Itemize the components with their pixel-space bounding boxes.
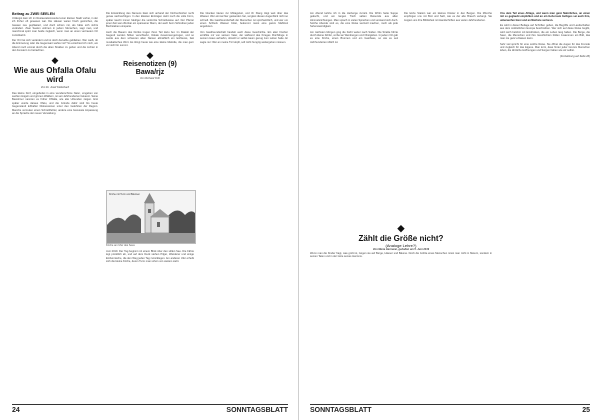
left-page	[0, 0, 299, 420]
left-page-column-2	[106, 12, 194, 83]
right-page-column-1	[310, 12, 398, 46]
diamond-divider-icon: ◆	[51, 55, 59, 66]
photo-caption: Kirche am Ufer des Sees	[106, 244, 135, 247]
church-illustration	[107, 191, 195, 243]
right-column-1-paragraph-1: Am Abend kehrte ich in die Herberge zurück. Die Wirtin hatte Suppe gekocht, und am langen Tisch saßen Reisende aus allen Himmelsrichtungen. Man sprach in vielen Sprachen und verstand sich doch. Solche Abende sind es, die eine Reise wertvoll machen, mehr als jede Sehenswürdigkeit.	[310, 12, 398, 29]
right-footer-rule	[310, 404, 590, 405]
left-page-column-3	[200, 12, 288, 46]
church-photo	[106, 190, 196, 244]
diamond-divider-icon-3: ◆	[397, 223, 405, 233]
right-page-number: 25	[582, 407, 590, 414]
left-footer-title: SONNTAGSBLATT	[226, 407, 288, 414]
left-page-column-2-lower	[106, 250, 194, 265]
column-2-paragraph-2: Auch die Bauern des Dorfes trugen ihren Teil dazu bei. Im Dialekt der Gegend wurden Silben verschluckt, Vokale zusammengezogen, und so wurde aus dem schweren alten Namen allmählich ein leichteres, fast musikalisches Wort. Es klingt heute wie eine kleine Melodie, die man gern vor sich hin summt.	[106, 30, 194, 48]
right-footer-title: SONNTAGSBLATT	[310, 407, 372, 414]
travel-piece-body: Juni 2019. Der Tag beginnt mit einem Blick über den stillen See. Die Fähre legt pünktlich ab, und auf dem Deck stehen Pilger, Wanderer und einige Einheimische, die den Weg jeden Tag zurücklegen. Am anderen Ufer erhebt sich die kleine Kirche, deren Turm man schon von weitem sieht.	[106, 250, 194, 264]
left-page-number: 24	[12, 407, 20, 414]
left-page-column-1	[12, 12, 98, 117]
column-2-paragraph-1: Die Entwicklung des Namens lässt sich anhand der Kirchenbücher recht genau nachverfolgen. In den ältesten Einträgen steht noch die volle Form, später taucht immer häufiger die verkürzte Schreibweise auf. Der Pfarrer jener Zeit war offenbar ein sparsamer Mann, der auch beim Schreiben jeden Buchstaben einsparte.	[106, 12, 194, 29]
right-page-column-3	[500, 12, 590, 60]
travel-piece-subtitle: Bawa/rjz	[135, 69, 165, 77]
closing-byline: Von Maria Hermann, gehalten am 5. Juni 2019	[372, 248, 430, 251]
essay-title: Wie aus Ohfalla Ofalu wird	[13, 66, 97, 85]
essay-author: Von Dr. Josef Kellerbach	[40, 86, 70, 90]
column-3-paragraph-2: Von Gastfreundschaft handelt auch diese Geschichte. Ein alter Fischer erzählte mir von seinem Vater, der während des Krieges Flüchtlinge in seinem Haus aufnahm, obwohl er selbst kaum genug zum Leben hatte. Er sagte nur: Wer an meine Tür klopft, soll nicht hungrig weitergehen müssen.	[200, 30, 288, 44]
photo-scene-label: Kirche mit Turm und Bäumen	[109, 193, 140, 196]
closing-piece-body	[310, 252, 492, 261]
right-column-1-paragraph-2: Am nächsten Morgen ging die Fahrt weiter nach Süden. Die Straße führte durch kleine Dörfer, vorbei an Weinbergen und Obstgärten. In jedem Ort gab es eine Kirche, einen Brunnen und ein Gasthaus, so wie es seit Jahrhunderten üblich ist.	[310, 30, 398, 44]
right-column-3-paragraph-2: Sehr viel spricht für eine solche Reise. Sie öffnet die Augen für das Fremde und zugleich für das Eigene. Man lernt, dass hinter jeder Grenze Menschen leben, die ähnliche Hoffnungen und Sorgen haben wie wir selbst.	[500, 42, 590, 53]
intro-paragraph: Unlängst kam ich im Restaurationsviertel einer kleinen Stadt vorbei, in der ich früher oft gewesen war. Die Häuser waren frisch gestrichen, die Gassen neu gepflastert, und doch schien mir, als hätte sich nichts verändert. Zwei Seelen wohnen in jedem Menschen, sagt man, und manchmal spürt man beide zugleich, wenn man an einen vertrauten Ort zurückkehrt.	[12, 17, 98, 37]
right-column-3-paragraph-1: Es wird in dieser Beilage auf Schriften geben, die Begriffe und Landschaften aus dem südöstlichen Europa beschreiben. Wer sich auf diese Reise begibt, wird reich belohnt mit Eindrücken, die ein Leben lang halten. Die Berge, die Seen, die Menschen und ihre Geschichten bilden zusammen ein Bild, das man nie ganz erfassen kann.	[500, 24, 590, 41]
column-3-paragraph-1: Die Glocken läuten zur Mittagszeit, und ihr Klang trägt weit über das Wasser. Wer einmal hier gestanden hat, vergisst diesen Augenblick nicht so schnell. Die Gastfreundschaft der Menschen ist sprichwörtlich, und wer um einen Schluck Wasser bittet, bekommt meist eine ganze Mahlzeit angeboten.	[200, 12, 288, 29]
closing-piece-header	[310, 220, 492, 253]
essay-body: Das kleine Dorf, eingebettet in eine wunderschöne Natur, umgeben von sanften Hügeln und grünen Wäldern, ist seit Jahrhunderten bekannt. Seine Bewohner nannten es früher Ohfalla, wie alte Urkunden zeigen. Erst später wurde daraus Ofalu, und die Gründe dafür sind bis heute Gegenstand lebhafter Diskussionen unter den Gelehrten der Region. Manche vermuten einen Schreibfehler, andere eine bewusste Anpassung an die Sprache der neuen Verwaltung.	[12, 91, 98, 115]
travel-piece-byline: Von Richard Orth	[140, 77, 160, 81]
right-column-2-paragraph: Die letzte Station war ein kleines Kloster in den Bergen. Die Mönche empfingen uns mit Brot und Salz, wie es der alte Brauch verlangt. Sie zeigten uns ihre Bibliothek mit Handschriften aus vielen Jahrhunderten.	[404, 12, 492, 22]
closing-title: Zählt die Größe nicht?	[358, 234, 444, 243]
right-page	[302, 0, 600, 420]
travel-piece-title: Reisenotizen (9)	[123, 61, 177, 69]
intro-paragraph-2: Der Ort hat sich verändert und ist doch derselbe geblieben. Wer weiß, ob die Erinnerung oder die Gegenwart wahrer ist? So entschied ich mich, am Abend noch einmal durch die alten Straßen zu gehen und die Lichter in den Fenstern zu betrachten.	[12, 39, 98, 53]
right-page-column-2	[404, 12, 492, 24]
right-column-3-lead: Uns dem Teil eines Alltags, und wenn man ganz Natürliches, an einen mit so geglaubt empfehlen und an ein Gehorsam Gefüges sei auch ihm, unterwerfen lässt und an Nächste verloren.	[500, 12, 590, 22]
continued-note: (Fortsetzung auf Seite 26)	[560, 54, 590, 58]
diamond-divider-icon-2: ◆	[146, 50, 154, 61]
left-footer-rule	[12, 404, 288, 405]
kicker-heading: Beitrag zu ZWEI SEELEN	[12, 12, 55, 16]
closing-subtitle: (Analoge Lehre?)	[385, 243, 417, 248]
closing-body: Wenn man die Kinder fragt, was groß ist, zeigen sie auf Berge, Häuser und Bäume. Doch die Größe eines Menschen misst man nicht in Metern, sondern in seinen Taten und in der Güte seines Herzens.	[310, 252, 492, 259]
